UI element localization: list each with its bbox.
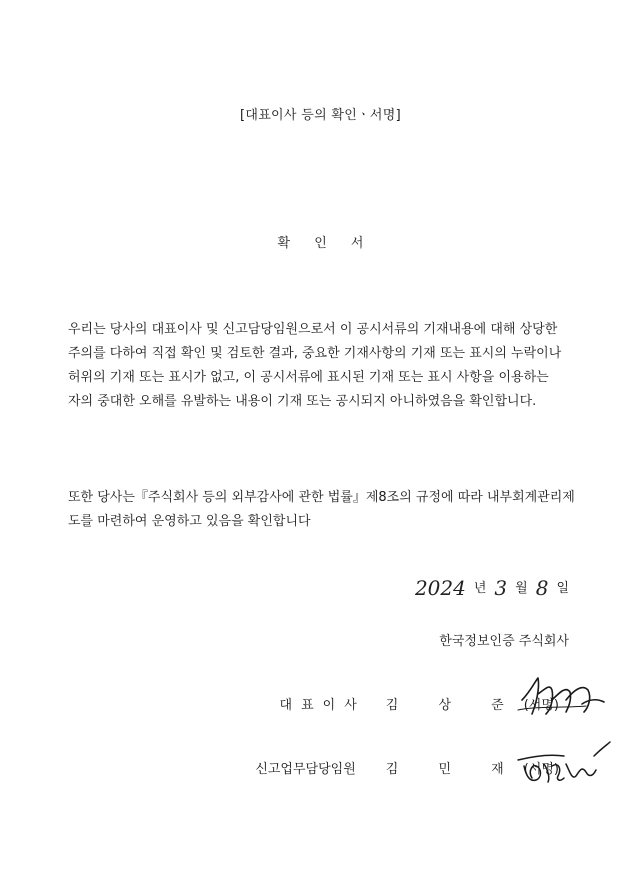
signatory-name: 김 민 재 <box>385 762 522 777</box>
internal-control-paragraph <box>68 486 588 534</box>
date-day-handwritten: 8 <box>535 576 549 600</box>
company-name: 한국정보인증 주식회사 <box>439 634 569 649</box>
date-month-unit: 월 <box>515 581 528 596</box>
signatory-title: 대표이사 <box>279 698 366 713</box>
signatory-disclosure-officer <box>255 758 559 777</box>
paragraph-line: 주의를 다하여 직접 확인 및 검토한 결과, 중요한 기재사항의 기재 또는 표시의 누락이나 <box>68 346 562 361</box>
paragraph-line: 또한 당사는『주식회사 등의 외부감사에 관한 법률』제8조의 규정에 따라 내부회계관리제 <box>68 490 575 505</box>
signing-date <box>407 560 569 600</box>
paragraph-line: 자의 중대한 오해를 유발하는 내용이 기재 또는 공시되지 아니하였음을 확인합니다. <box>68 394 537 409</box>
signatory-title: 신고업무담당임원 <box>255 762 356 777</box>
paragraph-line: 우리는 당사의 대표이사 및 신고담당임원으로서 이 공시서류의 기재내용에 대해 상당한 <box>68 322 558 337</box>
confirmation-paragraph <box>68 318 588 414</box>
paragraph-line: 도를 마련하여 운영하고 있음을 확인합니다 <box>68 514 311 529</box>
signature-placeholder <box>524 758 559 777</box>
signatory-name: 김 상 준 <box>385 698 522 713</box>
section-header: [대표이사 등의 확인ㆍ서명] <box>239 108 402 123</box>
date-month-handwritten: 3 <box>494 576 508 600</box>
signatory-ceo <box>280 694 559 713</box>
signature-label: (서명) <box>523 762 559 777</box>
signature-label: (서명) <box>523 698 559 713</box>
signature-placeholder <box>524 694 559 713</box>
date-year-handwritten: 2024 <box>414 576 466 600</box>
paragraph-line: 허위의 기재 또는 표시가 없고, 이 공시서류에 표시된 기재 또는 표시 사항을 이용하는 <box>68 370 549 385</box>
date-day-unit: 일 <box>556 581 569 596</box>
date-year-unit: 년 <box>473 581 487 596</box>
document-title: 확 인 서 <box>277 236 374 251</box>
